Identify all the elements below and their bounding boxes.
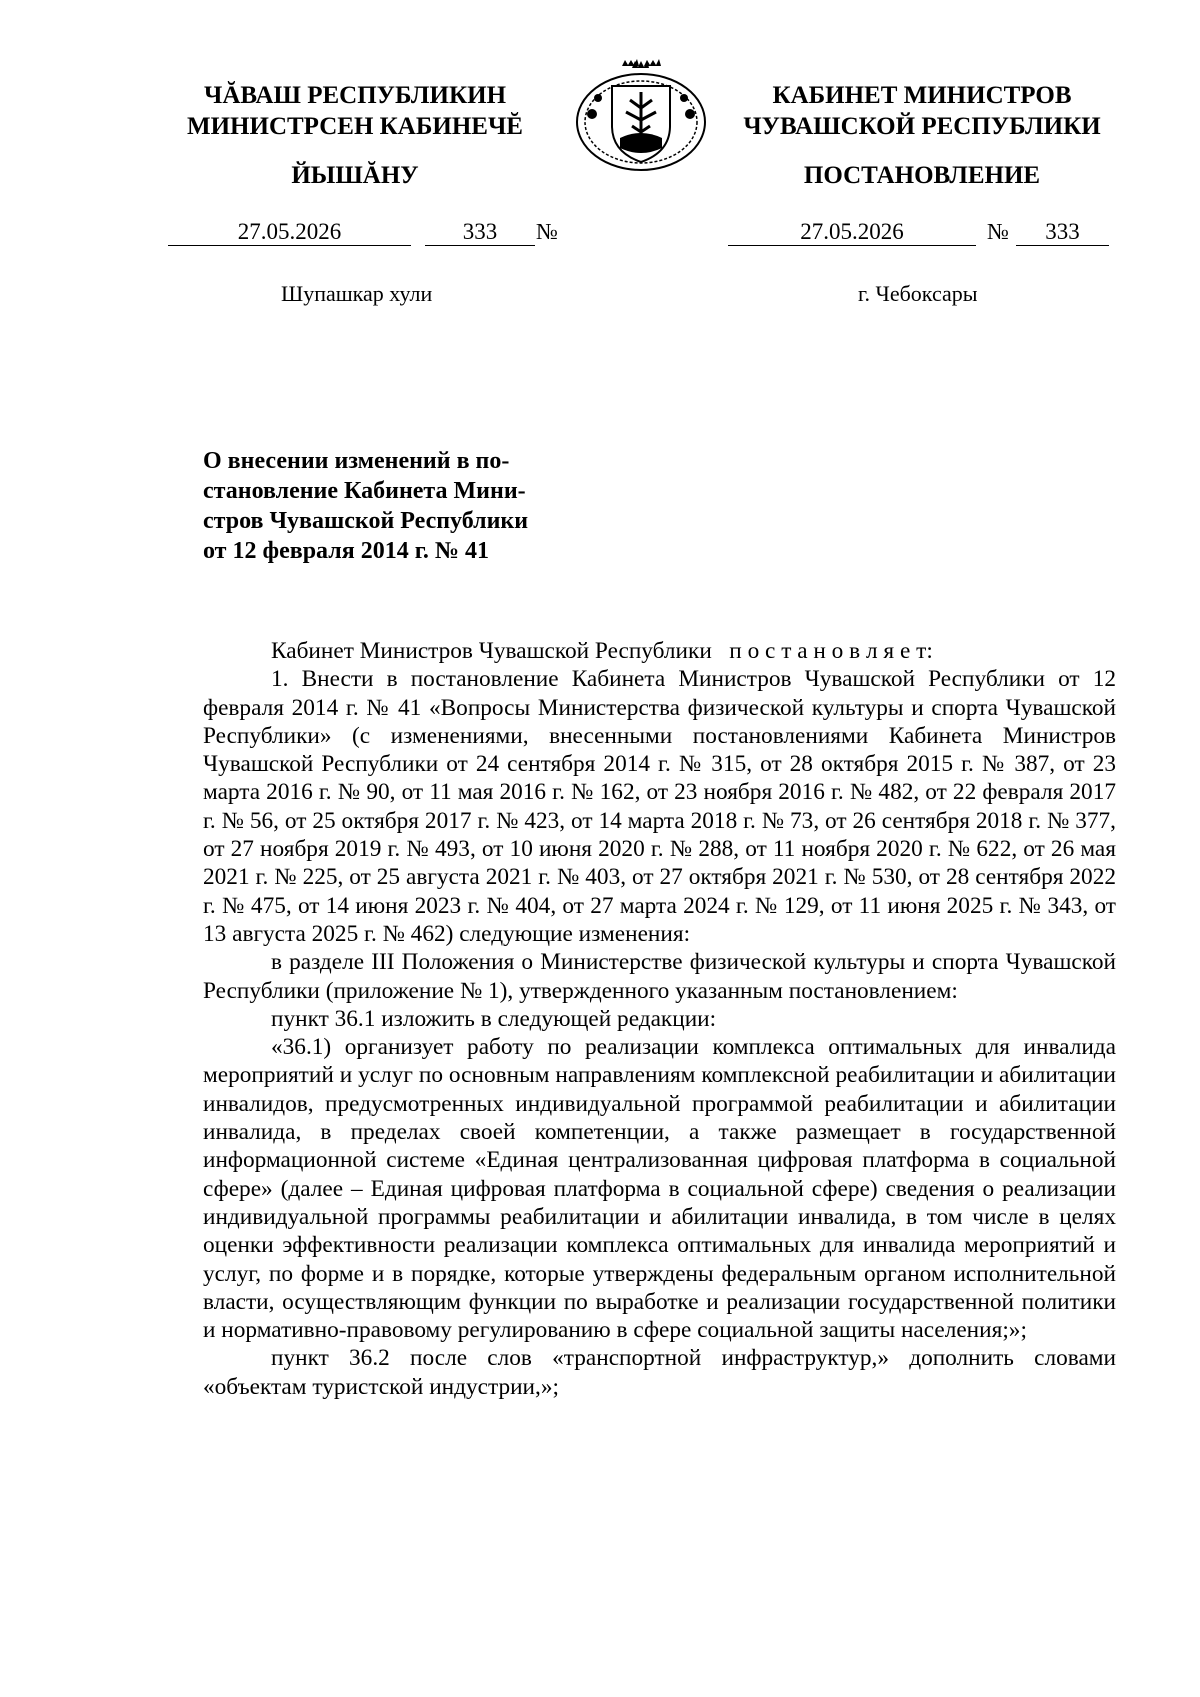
intro-paragraph bbox=[203, 637, 1116, 665]
header-russian-title-line1: КАБИНЕТ МИНИСТРОВ bbox=[772, 82, 1072, 109]
header-russian-title bbox=[722, 80, 1122, 142]
left-number-field: 333 bbox=[425, 218, 535, 246]
paragraph-4: «36.1) организует работу по реализации комплекса оптимальных для инвалида мероприятий и услуг по основным направлениям комплексной реабилитации и абилитации инвалидов, предусмотренных индивидуальной программой реабилитации и абилитации инвалида, в пределах своей компетенции, а также размещает в государственной информационной системе «Единая централизованная цифровая платформа в социальной сфере» (далее – Единая цифровая платформа в социальной сфере) сведения о реализации индивидуальной программы реабилитации и абилитации инвалида, в том числе в целях оценки эффективности реализации комплекса оптимальных для инвалида мероприятий и услуг, по форме и в порядке, которые утверждены федеральным органом исполнительной власти, осуществляющим функции по выработке и реализации государственной политики и нормативно-правовому регулированию в сфере социальной защиты населения;»; bbox=[203, 1034, 1116, 1344]
left-date-field: 27.05.2026 bbox=[168, 218, 411, 246]
left-city: Шупашкар хули bbox=[281, 281, 433, 306]
header-chuvash-title bbox=[175, 80, 535, 142]
document-title-line3: стров Чувашской Республики bbox=[203, 508, 529, 534]
document-body bbox=[203, 637, 1116, 1401]
intro-decree: п о с т а н о в л я е т: bbox=[729, 638, 933, 664]
paragraph-3: пункт 36.1 изложить в следующей редакции: bbox=[271, 1005, 717, 1032]
paragraph-1: 1. Внести в постановление Кабинета Министров Чувашской Республики от 12 февраля 2014 г. № 41 «Вопросы Министерства физической культуры и спорта Чувашской Республики» (с изменениями, внесенными постановлениями Кабинета Министров Чувашской Республики от 24 сентября 2014 г. № 315, от 28 октября 2015 г. № 387, от 23 марта 2016 г. № 90, от 11 мая 2016 г. № 162, от 23 ноября 2016 г. № 482, от 22 февраля 2017 г. № 56, от 25 октября 2017 г. № 423, от 14 марта 2018 г. № 73, от 26 сентября 2018 г. № 377, от 27 ноября 2019 г. № 493, от 10 июня 2020 г. № 288, от 11 ноября 2020 г. № 622, от 26 мая 2021 г. № 225, от 25 августа 2021 г. № 403, от 27 октября 2021 г. № 530, от 28 сентября 2022 г. № 475, от 14 июня 2023 г. № 404, от 27 марта 2024 г. № 129, от 11 июня 2025 г. № 343, от 13 августа 2025 г. № 462) следующие изменения: bbox=[203, 666, 1116, 947]
chuvash-coat-of-arms-icon bbox=[570, 56, 712, 174]
paragraph-2: в разделе III Положения о Министерстве физической культуры и спорта Чувашской Республики (приложение № 1), утвержденного указанным постановлением: bbox=[203, 949, 1116, 1004]
header-chuvash-title-line2: МИНИСТРСЕН КАБИНЕЧĔ bbox=[187, 113, 523, 140]
right-city: г. Чебоксары bbox=[858, 281, 978, 306]
document-title-line1: О внесении изменений в по- bbox=[203, 448, 510, 474]
right-date-field: 27.05.2026 bbox=[728, 218, 976, 246]
header-chuvash-doc-type: ЙЫШĂНУ bbox=[291, 162, 419, 189]
header-chuvash-title-line1: ЧĂВАШ РЕСПУБЛИКИН bbox=[203, 82, 507, 109]
right-number-sign: № bbox=[987, 219, 1009, 244]
paragraph-5: пункт 36.2 после слов «транспортной инфраструктур,» дополнить словами «объектам туристской индустрии,»; bbox=[203, 1345, 1116, 1400]
intro-text: Кабинет Министров Чувашской Республики bbox=[271, 638, 712, 664]
header-russian-title-line2: ЧУВАШСКОЙ РЕСПУБЛИКИ bbox=[743, 113, 1101, 140]
left-number-sign: № bbox=[536, 219, 558, 244]
right-number-field: 333 bbox=[1016, 218, 1109, 246]
document-title-line4: от 12 февраля 2014 г. № 41 bbox=[203, 538, 490, 564]
header-russian-doc-type: ПОСТАНОВЛЕНИЕ bbox=[803, 162, 1041, 189]
document-title-line2: становление Кабинета Мини- bbox=[203, 478, 526, 504]
document-title bbox=[203, 446, 568, 566]
